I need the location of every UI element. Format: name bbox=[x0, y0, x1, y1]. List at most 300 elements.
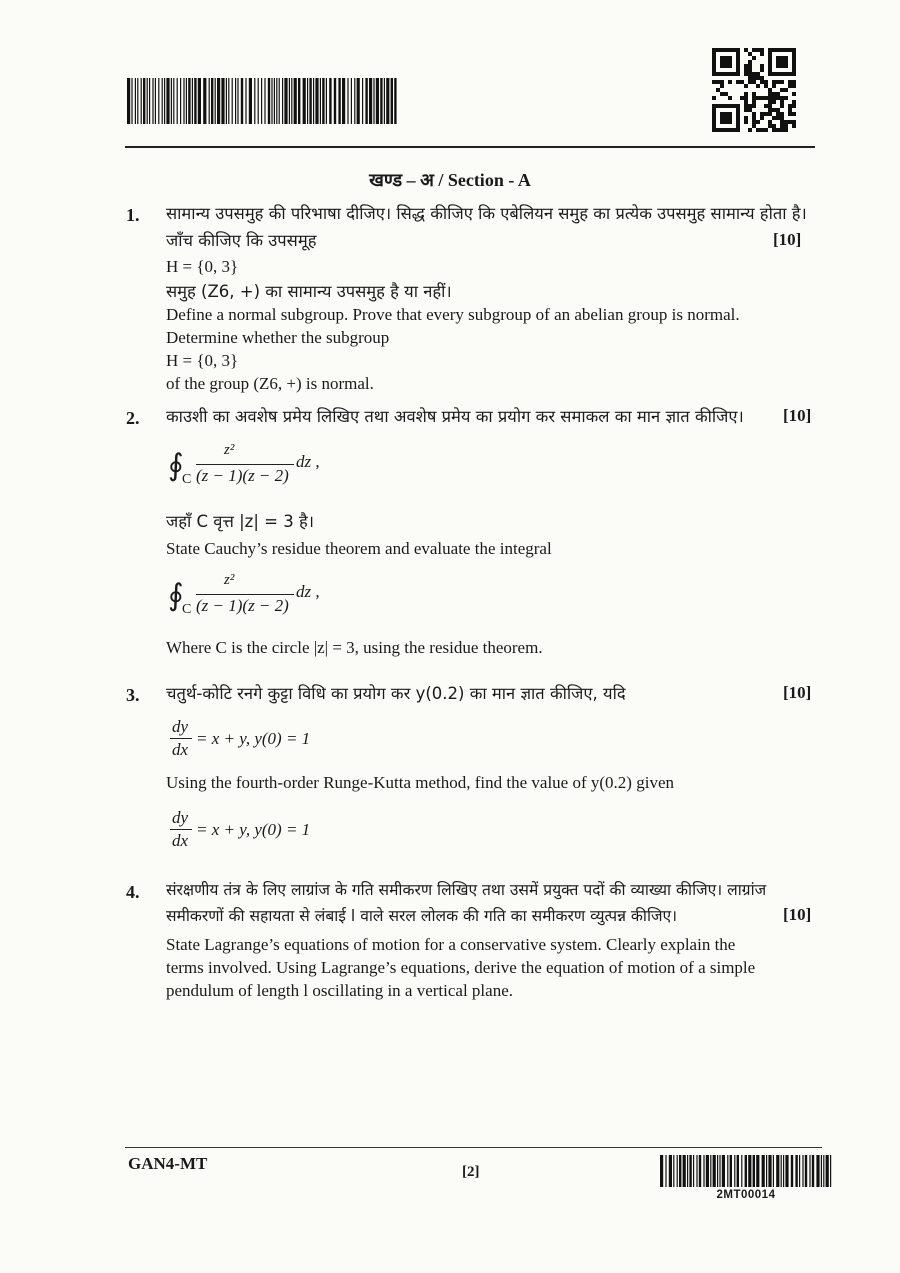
qr-module bbox=[736, 104, 740, 108]
integral-dz: dz , bbox=[296, 582, 320, 601]
qr-module bbox=[792, 124, 796, 128]
barcode-bar bbox=[719, 1155, 720, 1187]
q2-hindi-line1: काउशी का अवशेष प्रमेय लिखिए तथा अवशेष प्रमेय का प्रयोग कर समाकल का मान ज्ञात कीजिए। bbox=[166, 407, 744, 426]
qr-module bbox=[780, 64, 784, 68]
integral-numerator: z² bbox=[224, 442, 235, 458]
q1-hindi-line3: समुह (Z6, +) का सामान्य उपसमुह है या नहीं। bbox=[166, 282, 452, 301]
barcode-bar bbox=[135, 78, 136, 124]
qr-module bbox=[788, 104, 792, 108]
qr-module bbox=[736, 124, 740, 128]
barcode-bar bbox=[805, 1155, 807, 1187]
ode-denominator: dx bbox=[172, 831, 189, 850]
qr-module bbox=[736, 56, 740, 60]
qr-module bbox=[792, 120, 796, 124]
fraction-bar bbox=[196, 464, 294, 465]
barcode-bar bbox=[357, 78, 360, 124]
qr-module bbox=[712, 112, 716, 116]
q2-hindi-line2: जहाँ C वृत्त |z| = 3 है। bbox=[166, 512, 314, 531]
qr-module bbox=[784, 72, 788, 76]
qr-module bbox=[712, 68, 716, 72]
qr-module bbox=[768, 124, 772, 128]
qr-module bbox=[772, 72, 776, 76]
qr-module bbox=[772, 84, 776, 88]
qr-module bbox=[732, 104, 736, 108]
qr-module bbox=[752, 76, 756, 80]
barcode-bar bbox=[271, 78, 272, 124]
qr-module bbox=[752, 96, 756, 100]
barcode-bar bbox=[677, 1155, 678, 1187]
qr-module bbox=[752, 112, 756, 116]
barcode-bar bbox=[781, 1155, 782, 1187]
qr-module bbox=[752, 100, 756, 104]
qr-module bbox=[752, 116, 756, 120]
qr-module bbox=[768, 64, 772, 68]
qr-module bbox=[776, 92, 780, 96]
qr-module bbox=[772, 116, 776, 120]
qr-module bbox=[724, 72, 728, 76]
qr-module bbox=[776, 108, 780, 112]
qr-module bbox=[712, 108, 716, 112]
qr-module bbox=[744, 120, 748, 124]
barcode-bar bbox=[693, 1155, 694, 1187]
barcode-bar bbox=[710, 1155, 711, 1187]
qr-module bbox=[744, 68, 748, 72]
qr-module bbox=[748, 68, 752, 72]
qr-module bbox=[784, 128, 788, 132]
qr-module bbox=[792, 64, 796, 68]
barcode-bar bbox=[799, 1155, 800, 1187]
barcode-bar bbox=[322, 78, 324, 124]
barcode-bar bbox=[730, 1155, 732, 1187]
barcode-bar bbox=[394, 78, 396, 124]
qr-module bbox=[760, 48, 764, 52]
qr-module bbox=[748, 76, 752, 80]
qr-module bbox=[768, 100, 772, 104]
q1-en-line1: Define a normal subgroup. Prove that every subgroup of an abelian group is normal. bbox=[166, 305, 740, 324]
barcode-bar bbox=[164, 78, 165, 124]
barcode-bar bbox=[673, 1155, 674, 1187]
qr-module bbox=[752, 104, 756, 108]
qr-module bbox=[716, 72, 720, 76]
barcode-bar bbox=[173, 78, 174, 124]
qr-module bbox=[780, 120, 784, 124]
barcode-bar bbox=[703, 1155, 704, 1187]
barcode-bar bbox=[147, 78, 148, 124]
qr-module bbox=[784, 96, 788, 100]
barcode-bar bbox=[264, 78, 265, 124]
barcode-bar bbox=[338, 78, 340, 124]
qr-module bbox=[764, 96, 768, 100]
qr-module bbox=[772, 124, 776, 128]
qr-module bbox=[784, 124, 788, 128]
qr-module bbox=[776, 128, 780, 132]
barcode-bar bbox=[816, 1155, 819, 1187]
qr-module bbox=[736, 48, 740, 52]
qr-module bbox=[744, 104, 748, 108]
qr-module bbox=[768, 96, 772, 100]
barcode-bar bbox=[194, 78, 196, 124]
qr-module bbox=[756, 128, 760, 132]
qr-module bbox=[724, 120, 728, 124]
barcode-bar bbox=[279, 78, 280, 124]
qr-module bbox=[776, 72, 780, 76]
q1-marks: [10] bbox=[773, 230, 802, 249]
barcode-bar bbox=[131, 78, 132, 124]
qr-module bbox=[712, 116, 716, 120]
qr-module bbox=[768, 88, 772, 92]
qr-module bbox=[716, 128, 720, 132]
qr-module bbox=[736, 80, 740, 84]
barcode-bar bbox=[334, 78, 336, 124]
qr-module bbox=[772, 96, 776, 100]
barcode-bar bbox=[298, 78, 300, 124]
qr-module bbox=[780, 60, 784, 64]
qr-module bbox=[728, 56, 732, 60]
qr-module bbox=[748, 64, 752, 68]
qr-module bbox=[780, 96, 784, 100]
barcode-bar bbox=[284, 78, 287, 124]
qr-module bbox=[784, 88, 788, 92]
qr-module bbox=[784, 64, 788, 68]
qr-module bbox=[724, 48, 728, 52]
qr-module bbox=[720, 112, 724, 116]
qr-module bbox=[792, 80, 796, 84]
qr-module bbox=[768, 52, 772, 56]
qr-module bbox=[720, 64, 724, 68]
q3-en-line1: Using the fourth-order Runge-Kutta method, find the value of y(0.2) given bbox=[166, 773, 674, 792]
qr-module bbox=[760, 112, 764, 116]
footer-rule bbox=[125, 1147, 822, 1148]
barcode-bar bbox=[342, 78, 345, 124]
qr-module bbox=[716, 88, 720, 92]
barcode-bar bbox=[326, 78, 327, 124]
qr-module bbox=[756, 76, 760, 80]
qr-module bbox=[788, 108, 792, 112]
barcode-bar bbox=[762, 1155, 765, 1187]
barcode-bar bbox=[766, 1155, 767, 1187]
qr-module bbox=[780, 124, 784, 128]
ode-numerator: dy bbox=[172, 717, 189, 736]
qr-module bbox=[720, 80, 724, 84]
qr-module bbox=[764, 84, 768, 88]
qr-module bbox=[728, 48, 732, 52]
q2-en-line1: State Cauchy’s residue theorem and evaluate the integral bbox=[166, 539, 552, 558]
q4-hindi-line2: समीकरणों की सहायता से लंबाई l वाले सरल लोलक की गति का समीकरण व्युत्पन्न कीजिए। bbox=[166, 907, 678, 925]
qr-module bbox=[736, 72, 740, 76]
qr-module bbox=[780, 48, 784, 52]
contour-integral-sign: ∮ bbox=[168, 448, 184, 483]
qr-module bbox=[780, 112, 784, 116]
qr-module bbox=[788, 112, 792, 116]
barcode-bottom bbox=[660, 1155, 832, 1187]
qr-module bbox=[744, 108, 748, 112]
barcode-bar bbox=[354, 78, 355, 124]
barcode-bar bbox=[282, 78, 283, 124]
qr-module bbox=[780, 104, 784, 108]
barcode-bar bbox=[291, 78, 292, 124]
qr-module bbox=[760, 116, 764, 120]
qr-module bbox=[732, 48, 736, 52]
barcode-bar bbox=[217, 78, 220, 124]
qr-module bbox=[728, 104, 732, 108]
barcode-bar bbox=[245, 78, 246, 124]
barcode-bar bbox=[232, 78, 233, 124]
qr-module bbox=[716, 80, 720, 84]
barcode-bar bbox=[717, 1155, 718, 1187]
qr-module bbox=[792, 68, 796, 72]
qr-module bbox=[764, 80, 768, 84]
qr-code bbox=[712, 48, 796, 132]
barcode-bar bbox=[809, 1155, 810, 1187]
barcode-bar bbox=[261, 78, 262, 124]
qr-module bbox=[776, 80, 780, 84]
qr-module bbox=[776, 96, 780, 100]
barcode-bottom-text: 2MT00014 bbox=[716, 1189, 776, 1201]
qr-module bbox=[764, 128, 768, 132]
qr-module bbox=[768, 48, 772, 52]
qr-module bbox=[760, 64, 764, 68]
barcode-bar bbox=[183, 78, 184, 124]
barcode-bar bbox=[235, 78, 236, 124]
barcode-bar bbox=[756, 1155, 759, 1187]
question-1-number: 1. bbox=[126, 205, 140, 225]
ode-rhs: = x + y, y(0) = 1 bbox=[196, 729, 311, 748]
q4-en-line1: State Lagrange’s equations of motion for a conservative system. Clearly explain the bbox=[166, 935, 736, 954]
qr-module bbox=[772, 128, 776, 132]
barcode-bar bbox=[830, 1155, 831, 1187]
qr-module bbox=[748, 72, 752, 76]
qr-module bbox=[756, 48, 760, 52]
q1-en-line3: of the group (Z6, +) is normal. bbox=[166, 374, 374, 393]
qr-module bbox=[712, 56, 716, 60]
qr-module bbox=[724, 64, 728, 68]
qr-module bbox=[748, 60, 752, 64]
barcode-bar bbox=[826, 1155, 829, 1187]
barcode-bar bbox=[303, 78, 306, 124]
qr-module bbox=[784, 120, 788, 124]
barcode-bar bbox=[362, 78, 363, 124]
qr-module bbox=[792, 92, 796, 96]
qr-module bbox=[792, 48, 796, 52]
barcode-bar bbox=[268, 78, 270, 124]
barcode-bar bbox=[177, 78, 178, 124]
barcode-bar bbox=[192, 78, 193, 124]
qr-module bbox=[724, 104, 728, 108]
barcode-bar bbox=[313, 78, 314, 124]
qr-module bbox=[724, 92, 728, 96]
integral-numerator: z² bbox=[224, 572, 235, 588]
qr-module bbox=[736, 52, 740, 56]
qr-module bbox=[780, 128, 784, 132]
qr-module bbox=[728, 120, 732, 124]
qr-module bbox=[720, 116, 724, 120]
qr-module bbox=[788, 48, 792, 52]
qr-module bbox=[744, 96, 748, 100]
fraction-bar bbox=[196, 594, 294, 595]
qr-module bbox=[744, 84, 748, 88]
qr-module bbox=[724, 60, 728, 64]
qr-module bbox=[748, 80, 752, 84]
qr-module bbox=[760, 128, 764, 132]
qr-module bbox=[736, 116, 740, 120]
qr-module bbox=[712, 124, 716, 128]
qr-module bbox=[728, 128, 732, 132]
qr-module bbox=[744, 100, 748, 104]
qr-module bbox=[768, 120, 772, 124]
q2-marks: [10] bbox=[783, 406, 812, 425]
qr-module bbox=[712, 104, 716, 108]
barcode-bar bbox=[315, 78, 318, 124]
integral-denominator: (z − 1)(z − 2) bbox=[196, 466, 289, 485]
qr-module bbox=[728, 112, 732, 116]
qr-module bbox=[792, 60, 796, 64]
q1-h-set: H = {0, 3} bbox=[166, 257, 239, 276]
q3-marks: [10] bbox=[783, 683, 812, 702]
barcode-bar bbox=[143, 78, 145, 124]
page-number: [2] bbox=[462, 1164, 480, 1180]
barcode-bar bbox=[660, 1155, 663, 1187]
barcode-bar bbox=[180, 78, 181, 124]
barcode-bar bbox=[215, 78, 216, 124]
barcode-bar bbox=[802, 1155, 803, 1187]
barcode-bar bbox=[149, 78, 150, 124]
barcode-bar bbox=[734, 1155, 735, 1187]
qr-module bbox=[768, 68, 772, 72]
q1-hindi-line2: जाँच कीजिए कि उपसमूह bbox=[166, 231, 317, 250]
qr-module bbox=[780, 80, 784, 84]
qr-module bbox=[720, 72, 724, 76]
qr-module bbox=[780, 56, 784, 60]
barcode-bar bbox=[812, 1155, 814, 1187]
qr-module bbox=[772, 108, 776, 112]
qr-module bbox=[744, 72, 748, 76]
barcode-bar bbox=[369, 78, 372, 124]
qr-module bbox=[764, 112, 768, 116]
barcode-bar bbox=[171, 78, 172, 124]
qr-module bbox=[724, 56, 728, 60]
barcode-bar bbox=[155, 78, 156, 124]
barcode-bar bbox=[768, 1155, 771, 1187]
barcode-bar bbox=[665, 1155, 666, 1187]
qr-module bbox=[784, 56, 788, 60]
barcode-bar bbox=[696, 1155, 697, 1187]
q4-en-line3: pendulum of length l oscillating in a vertical plane. bbox=[166, 981, 513, 1000]
qr-module bbox=[760, 68, 764, 72]
barcode-bar bbox=[249, 78, 252, 124]
qr-module bbox=[712, 96, 716, 100]
q1-en-h-set: H = {0, 3} bbox=[166, 351, 239, 370]
barcode-bar bbox=[221, 78, 224, 124]
qr-module bbox=[780, 72, 784, 76]
barcode-top bbox=[127, 78, 399, 124]
barcode-bar bbox=[254, 78, 255, 124]
fraction-bar bbox=[170, 829, 192, 830]
barcode-bar bbox=[706, 1155, 709, 1187]
section-heading: खण्ड – अ / Section - A bbox=[369, 170, 531, 190]
qr-module bbox=[736, 60, 740, 64]
qr-module bbox=[728, 60, 732, 64]
qr-module bbox=[728, 116, 732, 120]
qr-module bbox=[732, 72, 736, 76]
qr-module bbox=[780, 88, 784, 92]
q4-hindi-line1: संरक्षणीय तंत्र के लिए लाग्रांज के गति समीकरण लिखिए तथा उसमें प्रयुक्त पदों की व्याख्या कीजिए। लाग्रांज bbox=[166, 881, 767, 899]
qr-module bbox=[716, 48, 720, 52]
qr-module bbox=[760, 96, 764, 100]
fraction-bar bbox=[170, 738, 192, 739]
barcode-bar bbox=[679, 1155, 681, 1187]
barcode-bar bbox=[258, 78, 259, 124]
barcode-bar bbox=[669, 1155, 672, 1187]
ode-rhs: = x + y, y(0) = 1 bbox=[196, 820, 311, 839]
qr-module bbox=[736, 128, 740, 132]
barcode-bar bbox=[373, 78, 374, 124]
qr-module bbox=[720, 48, 724, 52]
qr-module bbox=[760, 76, 764, 80]
qr-module bbox=[768, 104, 772, 108]
qr-module bbox=[736, 68, 740, 72]
qr-module bbox=[728, 80, 732, 84]
qr-module bbox=[772, 80, 776, 84]
barcode-bar bbox=[773, 1155, 774, 1187]
qr-module bbox=[772, 48, 776, 52]
question-3-number: 3. bbox=[126, 685, 140, 705]
qr-module bbox=[792, 104, 796, 108]
qr-module bbox=[788, 84, 792, 88]
barcode-bar bbox=[737, 1155, 739, 1187]
barcode-bar bbox=[294, 78, 297, 124]
qr-module bbox=[760, 80, 764, 84]
qr-module bbox=[756, 84, 760, 88]
q1-hindi-line1: सामान्य उपसमुह की परिभाषा दीजिए। सिद्ध कीजिए कि एबेलियन समुह का प्रत्येक उपसमुह सामान्य होता है। bbox=[166, 204, 807, 223]
qr-module bbox=[712, 120, 716, 124]
qr-module bbox=[744, 48, 748, 52]
qr-module bbox=[784, 48, 788, 52]
qr-module bbox=[736, 64, 740, 68]
barcode-bar bbox=[274, 78, 275, 124]
barcode-bar bbox=[226, 78, 227, 124]
barcode-bar bbox=[783, 1155, 784, 1187]
barcode-bar bbox=[713, 1155, 716, 1187]
qr-module bbox=[720, 104, 724, 108]
barcode-bar bbox=[307, 78, 308, 124]
barcode-bar bbox=[823, 1155, 824, 1187]
qr-module bbox=[712, 72, 716, 76]
barcode-bar bbox=[727, 1155, 728, 1187]
barcode-bar bbox=[320, 78, 321, 124]
q3-hindi-line1: चतुर्थ-कोटि रनगे कुट्टा विधि का प्रयोग कर y(0.2) का मान ज्ञात कीजिए, यदि bbox=[166, 684, 626, 703]
qr-module bbox=[748, 104, 752, 108]
qr-module bbox=[764, 104, 768, 108]
qr-module bbox=[740, 80, 744, 84]
barcode-bar bbox=[127, 78, 130, 124]
barcode-bar bbox=[821, 1155, 822, 1187]
qr-module bbox=[776, 56, 780, 60]
barcode-bar bbox=[309, 78, 311, 124]
barcode-bar bbox=[141, 78, 142, 124]
qr-module bbox=[744, 116, 748, 120]
qr-module bbox=[768, 92, 772, 96]
q3-ode-english bbox=[168, 808, 368, 854]
qr-module bbox=[788, 80, 792, 84]
qr-module bbox=[776, 64, 780, 68]
qr-module bbox=[728, 96, 732, 100]
qr-module bbox=[744, 92, 748, 96]
barcode-bar bbox=[347, 78, 348, 124]
qr-module bbox=[724, 112, 728, 116]
question-2-number: 2. bbox=[126, 408, 140, 428]
barcode-bar bbox=[687, 1155, 688, 1187]
barcode-bar bbox=[386, 78, 389, 124]
